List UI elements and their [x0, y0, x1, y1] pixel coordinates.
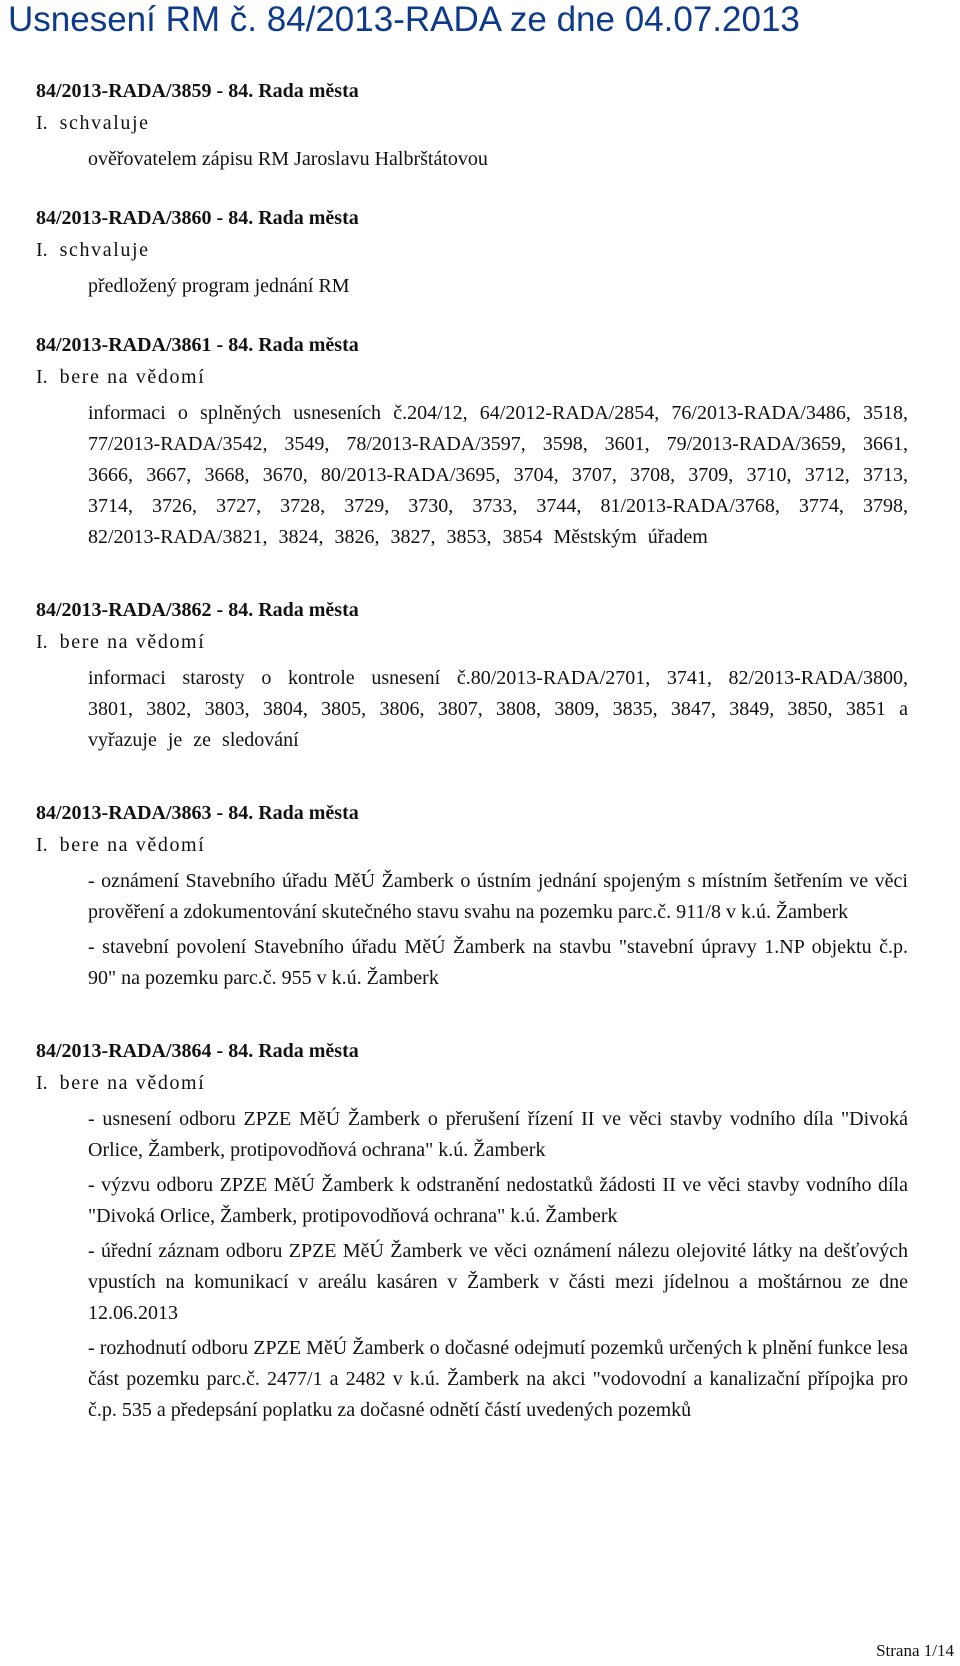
resolution-action	[36, 1070, 916, 1096]
resolution-paragraph: ověřovatelem zápisu RM Jaroslavu Halbrštátovou	[88, 148, 488, 170]
resolution-heading: 84/2013-RADA/3860 - 84. Rada města	[36, 207, 359, 229]
action-roman-numeral: I.	[36, 239, 48, 261]
page-title: Usnesení RM č. 84/2013-RADA ze dne 04.07.2013	[8, 0, 800, 39]
resolution-action	[36, 832, 916, 858]
action-verb: bere na vědomí	[59, 631, 206, 653]
action-verb: schvaluje	[59, 112, 150, 134]
action-roman-numeral: I.	[36, 834, 48, 856]
resolutions-list	[36, 78, 916, 1430]
resolution-paragraph: informaci starosty o kontrole usnesení č.80/2013-RADA/2701, 3741, 82/2013-RADA/3800, 3801, 3802, 3803, 3804, 3805, 3806, 3807, 3808, 3809, 3835, 3847, 3849, 3850, 3851 a vyřazuje je ze sledování	[88, 667, 908, 751]
resolution-3863	[36, 800, 916, 994]
action-roman-numeral: I.	[36, 112, 48, 134]
resolution-3861	[36, 332, 916, 553]
resolution-paragraph: - oznámení Stavebního úřadu MěÚ Žamberk o ústním jednání spojeným s místním šetřením ve věci prověření a zdokumentování skutečného stavu svahu na pozemku parc.č. 911/8 v k.ú. Žamberk	[88, 870, 908, 923]
resolution-paragraph: předložený program jednání RM	[88, 275, 350, 297]
resolution-heading: 84/2013-RADA/3864 - 84. Rada města	[36, 1040, 359, 1062]
action-roman-numeral: I.	[36, 631, 48, 653]
resolution-3860	[36, 205, 916, 302]
resolution-action	[36, 364, 916, 390]
resolution-paragraph: - usnesení odboru ZPZE MěÚ Žamberk o přerušení řízení II ve věci stavby vodního díla "Divoká Orlice, Žamberk, protipovodňová ochrana" k.ú. Žamberk	[88, 1108, 908, 1161]
resolution-action	[36, 237, 916, 263]
resolution-heading: 84/2013-RADA/3859 - 84. Rada města	[36, 80, 359, 102]
action-verb: schvaluje	[59, 239, 150, 261]
resolution-heading: 84/2013-RADA/3861 - 84. Rada města	[36, 334, 359, 356]
resolution-paragraph: - stavební povolení Stavebního úřadu MěÚ Žamberk na stavbu "stavební úpravy 1.NP objektu č.p. 90" na pozemku parc.č. 955 v k.ú. Žamberk	[88, 936, 908, 989]
action-roman-numeral: I.	[36, 366, 48, 388]
action-verb: bere na vědomí	[59, 1072, 206, 1094]
resolution-3859	[36, 78, 916, 175]
resolution-heading: 84/2013-RADA/3862 - 84. Rada města	[36, 599, 359, 621]
page-number: Strana 1/14	[876, 1641, 954, 1660]
resolution-action	[36, 629, 916, 655]
resolution-paragraph: - výzvu odboru ZPZE MěÚ Žamberk k odstranění nedostatků žádosti II ve věci stavby vodního díla "Divoká Orlice, Žamberk, protipovodňová ochrana" k.ú. Žamberk	[88, 1174, 908, 1227]
resolution-paragraph: - rozhodnutí odboru ZPZE MěÚ Žamberk o dočasné odejmutí pozemků určených k plnění funkce lesa část pozemku parc.č. 2477/1 a 2482 v k.ú. Žamberk na akci "vodovodní a kanalizační přípojka pro č.p. 535 a předepsání poplatku za dočasné odnětí částí uvedených pozemků	[88, 1337, 908, 1421]
action-verb: bere na vědomí	[59, 834, 206, 856]
action-roman-numeral: I.	[36, 1072, 48, 1094]
resolution-paragraph: informaci o splněných usneseních č.204/12, 64/2012-RADA/2854, 76/2013-RADA/3486, 3518, 77/2013-RADA/3542, 3549, 78/2013-RADA/3597, 3598, 3601, 79/2013-RADA/3659, 3661, 3666, 3667, 3668, 3670, 80/2013-RADA/3695, 3704, 3707, 3708, 3709, 3710, 3712, 3713, 3714, 3726, 3727, 3728, 3729, 3730, 3733, 3744, 81/2013-RADA/3768, 3774, 3798, 82/2013-RADA/3821, 3824, 3826, 3827, 3853, 3854 Městským úřadem	[88, 402, 908, 548]
resolution-action	[36, 110, 916, 136]
resolution-3864	[36, 1038, 916, 1426]
resolution-paragraph: - úřední záznam odboru ZPZE MěÚ Žamberk ve věci oznámení nálezu olejovité látky na dešťových vpustích na komunikací v areálu kasáren v Žamberk v části mezi jídelnou a moštárnou ze dne 12.06.2013	[88, 1240, 908, 1324]
action-verb: bere na vědomí	[59, 366, 206, 388]
resolution-heading: 84/2013-RADA/3863 - 84. Rada města	[36, 802, 359, 824]
resolution-3862	[36, 597, 916, 756]
